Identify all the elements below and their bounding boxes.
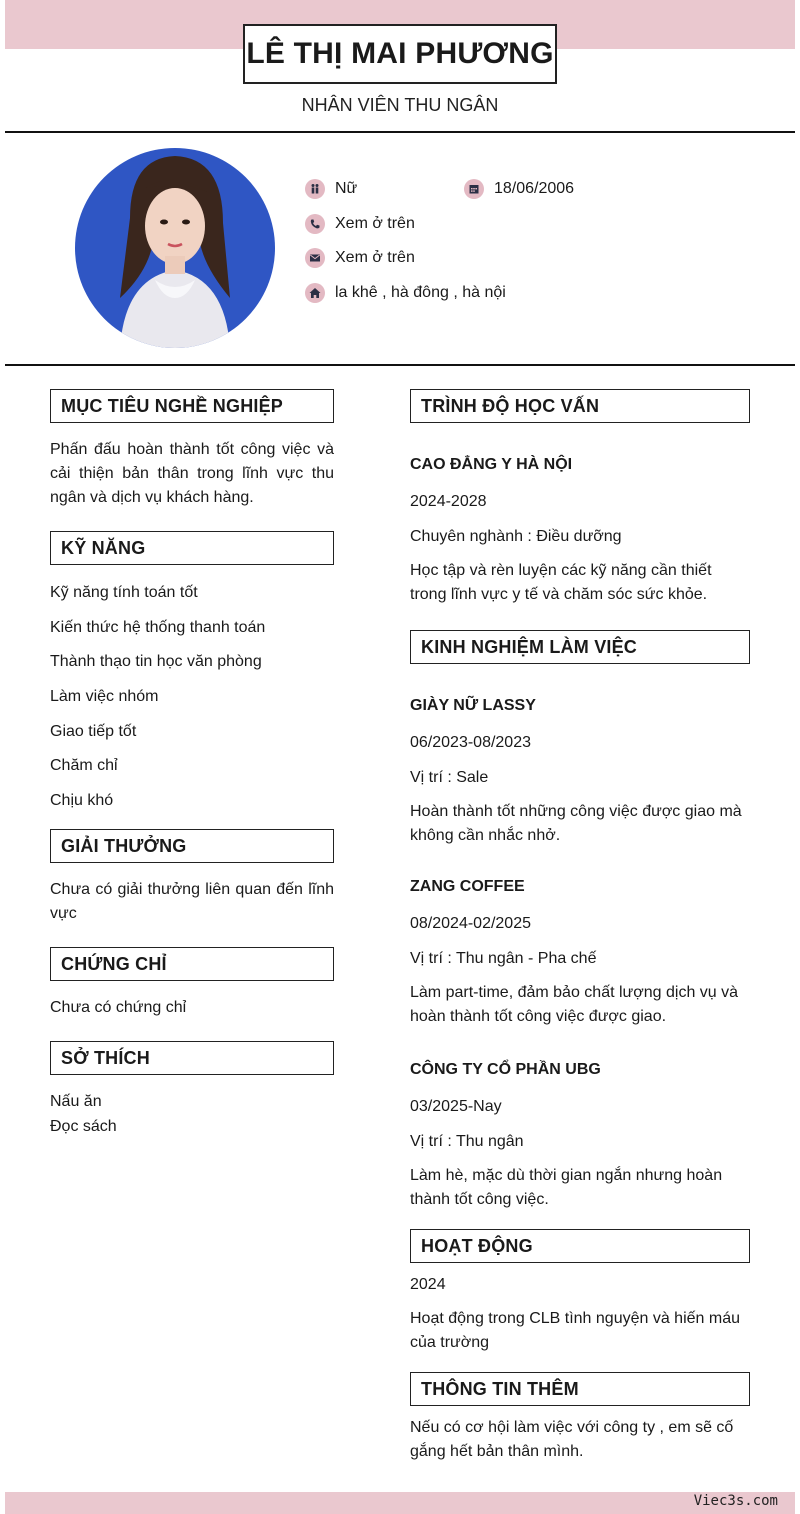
job-period: 08/2024-02/2025 <box>410 915 531 932</box>
education-desc: Học tập và rèn luyện các kỹ năng cần thiết trong lĩnh vực y tế và chăm sóc sức khỏe. <box>410 562 712 603</box>
hobby-item: Nấu ăn <box>50 1093 102 1111</box>
education-major: Chuyên nghành : Điều dưỡng <box>410 528 622 545</box>
certificates-text: Chưa có chứng chỉ <box>50 999 187 1017</box>
phone-value: Xem ở trên <box>335 215 415 232</box>
skill-item: Thành thạo tin học văn phòng <box>50 653 262 671</box>
activities-year: 2024 <box>410 1276 446 1293</box>
footer-band <box>5 1492 795 1514</box>
gender-row <box>305 179 357 199</box>
job-role: Vị trí : Sale <box>410 769 489 786</box>
objective-heading: MỤC TIÊU NGHỀ NGHIỆP <box>50 389 334 423</box>
skills-heading: KỸ NĂNG <box>50 531 334 565</box>
gender-icon <box>305 179 325 199</box>
extra-heading: THÔNG TIN THÊM <box>410 1372 750 1406</box>
objective-text: Phấn đấu hoàn thành tốt công việc và cải thiện bản thân trong lĩnh vực thu ngân và dịch vụ khách hàng. <box>50 441 334 506</box>
job-desc: Làm hè, mặc dù thời gian ngắn nhưng hoàn thành tốt công việc. <box>410 1167 723 1208</box>
hobbies-heading: SỞ THÍCH <box>50 1041 334 1075</box>
education-period: 2024-2028 <box>410 493 487 510</box>
phone-row <box>305 214 415 234</box>
awards-heading: GIẢI THƯỞNG <box>50 829 334 863</box>
divider-middle <box>5 364 795 366</box>
birthdate-row <box>464 179 574 199</box>
activities-desc: Hoạt động trong CLB tình nguyện và hiến máu của trường <box>410 1310 740 1351</box>
job-role: Vị trí : Thu ngân - Pha chế <box>410 950 597 967</box>
job-entry <box>410 875 750 1029</box>
education-heading: TRÌNH ĐỘ HỌC VẤN <box>410 389 750 423</box>
awards-text: Chưa có giải thưởng liên quan đến lĩnh vực <box>50 881 334 923</box>
job-company: GIÀY NỮ LASSY <box>410 697 536 714</box>
skills-list <box>50 581 334 813</box>
job-entry <box>410 1058 750 1212</box>
calendar-icon <box>464 179 484 199</box>
candidate-name: LÊ THỊ MAI PHƯƠNG <box>243 24 557 84</box>
certificates-heading: CHỨNG CHỈ <box>50 947 334 981</box>
skill-item: Giao tiếp tốt <box>50 722 137 740</box>
job-period: 06/2023-08/2023 <box>410 734 531 751</box>
job-title: NHÂN VIÊN THU NGÂN <box>301 95 499 115</box>
job-company: ZANG COFFEE <box>410 878 525 895</box>
home-icon <box>305 283 325 303</box>
hobbies-list <box>50 1090 334 1139</box>
hobby-item: Đọc sách <box>50 1118 117 1136</box>
right-column <box>410 389 750 1464</box>
job-desc: Hoàn thành tốt những công việc được giao mà không cần nhắc nhở. <box>410 803 742 844</box>
job-entry <box>410 694 750 848</box>
email-value: Xem ở trên <box>335 249 415 266</box>
job-company: CÔNG TY CỔ PHẦN UBG <box>410 1061 601 1078</box>
birthdate-value: 18/06/2006 <box>494 180 575 197</box>
envelope-icon <box>305 248 325 268</box>
job-desc: Làm part-time, đảm bảo chất lượng dịch vụ và hoàn thành tốt công việc được giao. <box>410 984 739 1025</box>
phone-icon <box>305 214 325 234</box>
email-row <box>305 248 415 268</box>
experience-heading: KINH NGHIỆM LÀM VIỆC <box>410 630 750 664</box>
gender-value: Nữ <box>335 180 358 197</box>
job-role: Vị trí : Thu ngân <box>410 1133 524 1150</box>
skill-item: Làm việc nhóm <box>50 688 159 706</box>
activities-heading: HOẠT ĐỘNG <box>410 1229 750 1263</box>
left-column <box>50 389 334 1139</box>
skill-item: Chịu khó <box>50 792 114 810</box>
skill-item: Chăm chỉ <box>50 757 118 775</box>
education-school: CAO ĐẲNG Y HÀ NỘI <box>410 456 573 473</box>
address-row <box>305 283 506 303</box>
skill-item: Kỹ năng tính toán tốt <box>50 584 198 601</box>
watermark: Viec3s.com <box>693 1493 778 1509</box>
skill-item: Kiến thức hệ thống thanh toán <box>50 618 266 636</box>
divider-top <box>5 131 795 133</box>
profile-photo <box>75 148 275 348</box>
extra-desc: Nếu có cơ hội làm việc với công ty , em sẽ cố gắng hết bản thân mình. <box>410 1419 734 1460</box>
address-value: la khê , hà đông , hà nội <box>335 284 506 301</box>
job-period: 03/2025-Nay <box>410 1098 502 1115</box>
